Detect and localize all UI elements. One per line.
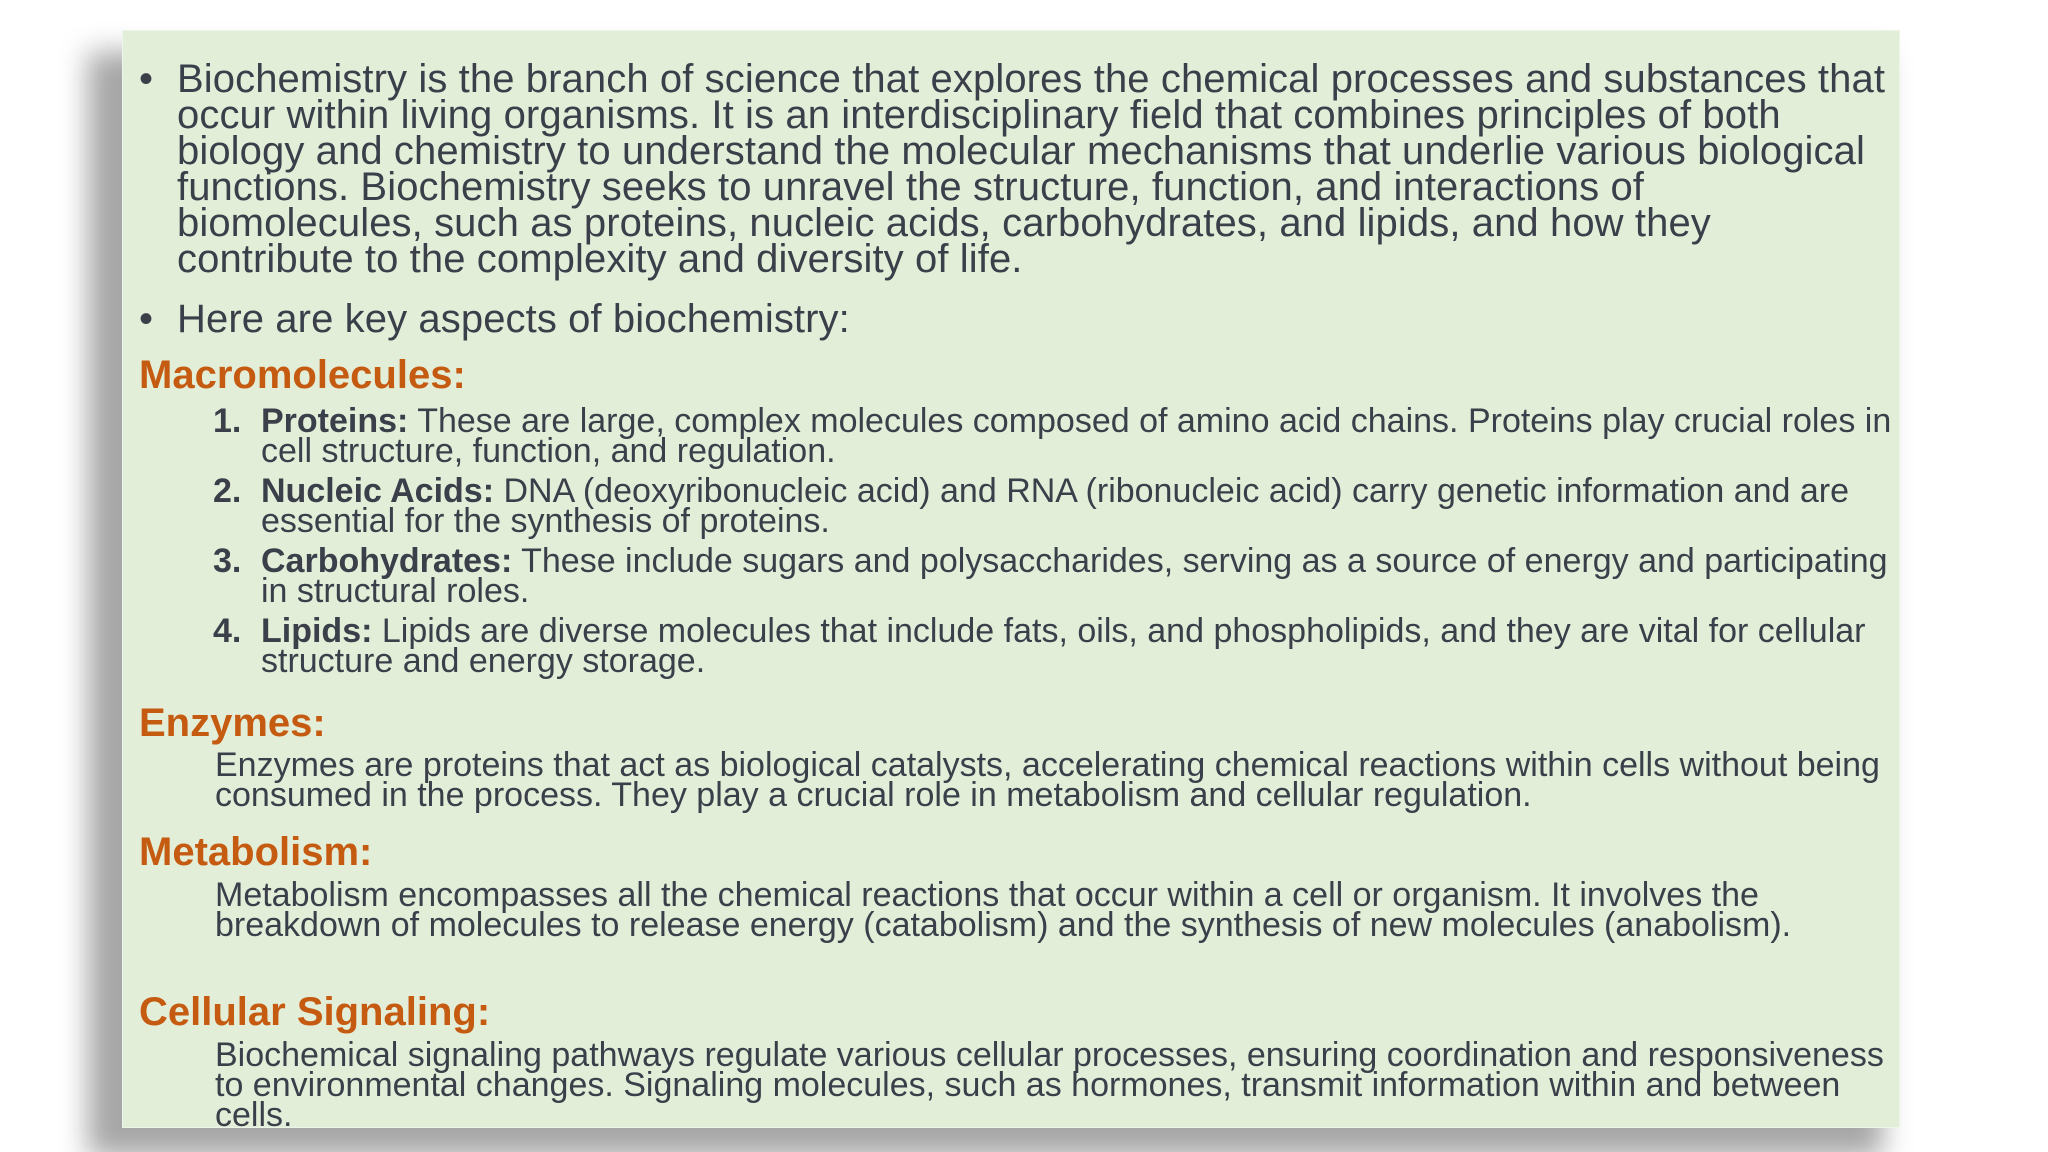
intro-bullet-1 bbox=[135, 57, 1895, 281]
list-item-term: Lipids: bbox=[261, 612, 373, 650]
list-item bbox=[213, 542, 1903, 610]
enzymes-paragraph: Enzymes are proteins that act as biological catalysts, accelerating chemical reactions within cells without being consumed in the process. They play a crucial role in metabolism and cellular regulation. bbox=[215, 746, 1880, 814]
intro-bullet-2 bbox=[135, 297, 1895, 341]
list-item-body bbox=[261, 472, 1903, 540]
list-item-text: DNA (deoxyribonucleic acid) and RNA (ribonucleic acid) carry genetic information and are essential for the synthesis of proteins. bbox=[261, 472, 1850, 540]
macromolecule-list bbox=[213, 402, 1903, 686]
list-item-term: Proteins: bbox=[261, 402, 409, 440]
bullet-icon: • bbox=[139, 297, 154, 341]
heading-cellular-signaling: Cellular Signaling: bbox=[139, 990, 491, 1034]
slide-card bbox=[122, 30, 1900, 1134]
list-item-text: Lipids are diverse molecules that include fats, oils, and phospholipids, and they are vital for cellular structure and energy storage. bbox=[261, 612, 1866, 680]
list-item-body bbox=[261, 542, 1903, 610]
heading-metabolism: Metabolism: bbox=[139, 830, 373, 874]
list-item-text: These include sugars and polysaccharides, serving as a source of energy and participating in structural roles. bbox=[261, 542, 1888, 610]
list-item-number: 1. bbox=[213, 402, 242, 440]
list-item-body bbox=[261, 402, 1903, 470]
list-item-number: 3. bbox=[213, 542, 242, 580]
heading-enzymes: Enzymes: bbox=[139, 701, 326, 745]
list-item bbox=[213, 612, 1903, 680]
intro-paragraph: Biochemistry is the branch of science that explores the chemical processes and substances that occur within living organisms. It is an interdisciplinary field that combines principles of both biology and chemistry to understand the molecular mechanisms that underlie various biological functions. Biochemistry seeks to unravel the structure, function, and interactions of biomolecules, such as proteins, nucleic acids, carbohydrates, and lipids, and how they contribute to the complexity and diversity of life. bbox=[177, 57, 1886, 281]
list-item-body bbox=[261, 612, 1903, 680]
list-item bbox=[213, 402, 1903, 470]
heading-macromolecules: Macromolecules: bbox=[139, 353, 466, 397]
list-item-number: 4. bbox=[213, 612, 242, 650]
list-item bbox=[213, 472, 1903, 540]
bullet-icon: • bbox=[139, 57, 154, 101]
list-item-text: These are large, complex molecules composed of amino acid chains. Proteins play crucial roles in cell structure, function, and regulation. bbox=[261, 402, 1892, 470]
metabolism-paragraph: Metabolism encompasses all the chemical reactions that occur within a cell or organism. It involves the breakdown of molecules to release energy (catabolism) and the synthesis of new molecules (anabolism). bbox=[215, 876, 1792, 944]
signaling-paragraph: Biochemical signaling pathways regulate various cellular processes, ensuring coordination and responsiveness to environmental changes. Signaling molecules, such as hormones, transmit information within and between cells. bbox=[215, 1036, 1884, 1134]
list-item-term: Nucleic Acids: bbox=[261, 472, 495, 510]
list-item-number: 2. bbox=[213, 472, 242, 510]
list-item-term: Carbohydrates: bbox=[261, 542, 513, 580]
key-aspects-line: Here are key aspects of biochemistry: bbox=[177, 297, 850, 341]
